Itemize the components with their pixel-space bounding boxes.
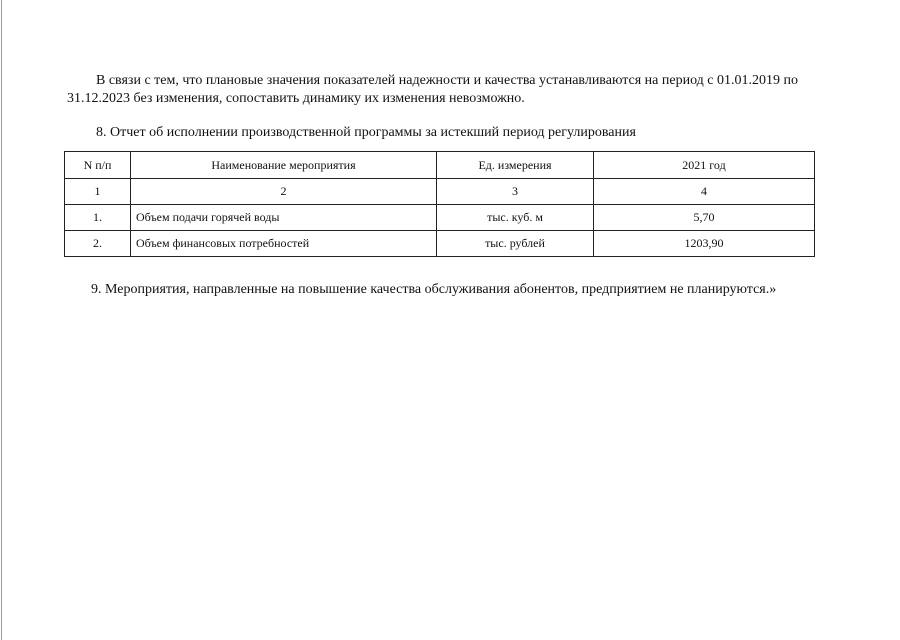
table-row	[65, 231, 815, 257]
table-header-row	[65, 152, 815, 179]
header-cell-year: 2021 год	[594, 152, 815, 179]
row-number: 2.	[65, 231, 131, 257]
index-cell: 3	[437, 179, 594, 205]
header-cell-unit: Ед. измерения	[437, 152, 594, 179]
row-value: 1203,90	[594, 231, 815, 257]
paragraph-line: 31.12.2023 без изменения, сопоставить динамику их изменения невозможно.	[67, 91, 525, 106]
row-unit: тыс. рублей	[437, 231, 594, 257]
index-cell: 1	[65, 179, 131, 205]
row-value: 5,70	[594, 205, 815, 231]
section-8-heading: 8. Отчет об исполнении производственной программы за истекший период регулирования	[96, 125, 636, 140]
row-number: 1.	[65, 205, 131, 231]
header-cell-name: Наименование мероприятия	[131, 152, 437, 179]
index-cell: 2	[131, 179, 437, 205]
section-9-text: 9. Мероприятия, направленные на повышение качества обслуживания абонентов, предприятием не планируются.»	[91, 282, 777, 297]
row-unit: тыс. куб. м	[437, 205, 594, 231]
program-report-table	[64, 151, 815, 257]
table-index-row	[65, 179, 815, 205]
table-row	[65, 205, 815, 231]
header-cell-number: N п/п	[65, 152, 131, 179]
index-cell: 4	[594, 179, 815, 205]
paragraph-line: В связи с тем, что плановые значения показателей надежности и качества устанавливаются на период с 01.01.2019 по	[96, 73, 798, 88]
page-edge-line	[1, 0, 2, 640]
row-name: Объем подачи горячей воды	[131, 205, 437, 231]
row-name: Объем финансовых потребностей	[131, 231, 437, 257]
